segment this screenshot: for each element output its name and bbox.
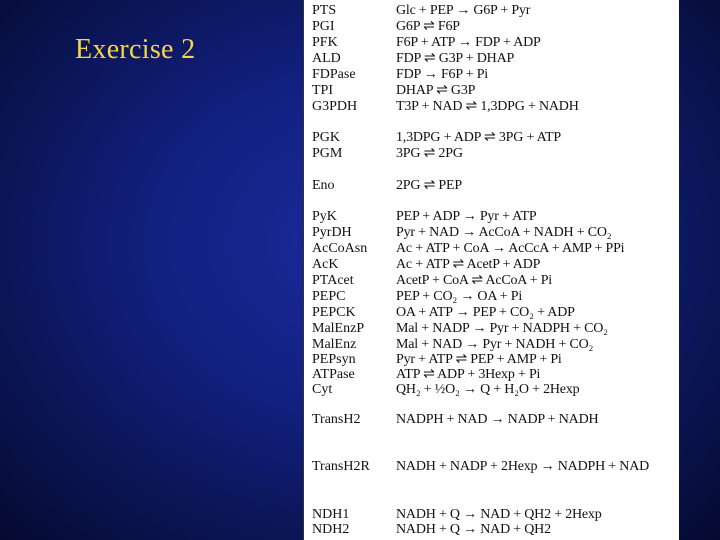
reaction-name: G3PDH — [312, 99, 358, 114]
reaction-equation: ATP ⇌ ADP + 3Hexp + Pi — [396, 367, 541, 382]
reaction-name: AcCoAsn — [312, 241, 368, 256]
reaction-name: PGK — [312, 130, 341, 145]
reaction-equation: FDP ⇌ G3P + DHAP — [396, 51, 515, 66]
reaction-equation: QH₂ + ½O₂ → Q + H₂O + 2Hexp — [396, 382, 580, 397]
reaction-name: PGI — [312, 19, 335, 34]
reaction-equation: PEP + CO₂ → OA + Pi — [396, 289, 523, 304]
reaction-name: PyrDH — [312, 225, 352, 240]
reaction-name: PEPsyn — [312, 352, 356, 367]
reaction-equation: NADPH + NAD → NADP + NADH — [396, 412, 599, 427]
reaction-name: PEPC — [312, 289, 346, 304]
reaction-equation: Pyr + ATP ⇌ PEP + AMP + Pi — [396, 352, 562, 367]
reaction-table — [303, 0, 679, 540]
reaction-name: PFK — [312, 35, 338, 50]
reaction-name: ALD — [312, 51, 341, 66]
reaction-name: ATPase — [312, 367, 355, 382]
reaction-name: PyK — [312, 209, 337, 224]
reaction-equation: NADH + NADP + 2Hexp → NADPH + NAD — [396, 459, 650, 474]
reaction-name: TPI — [312, 83, 333, 98]
reaction-equation: F6P + ATP → FDP + ADP — [396, 35, 541, 50]
reaction-equation: Glc + PEP → G6P + Pyr — [396, 3, 531, 18]
reaction-equation: Ac + ATP + CoA → AcCcA + AMP + PPi — [396, 241, 625, 256]
reaction-equation: Mal + NAD → Pyr + NADH + CO₂ — [396, 337, 594, 352]
reaction-name: Eno — [312, 178, 335, 193]
reaction-name: PTAcet — [312, 273, 354, 288]
reaction-equation: 2PG ⇌ PEP — [396, 178, 462, 193]
reaction-equation: PEP + ADP → Pyr + ATP — [396, 209, 537, 224]
reaction-equation: OA + ATP → PEP + CO₂ + ADP — [396, 305, 575, 320]
reaction-equation: NADH + Q → NAD + QH2 — [396, 522, 551, 537]
reaction-name: NDH1 — [312, 507, 350, 522]
reaction-equation: AcetP + CoA ⇌ AcCoA + Pi — [396, 273, 552, 288]
reaction-equation: DHAP ⇌ G3P — [396, 83, 476, 98]
reaction-name: FDPase — [312, 67, 356, 82]
reaction-name: MalEnzP — [312, 321, 365, 336]
reaction-name: Cyt — [312, 382, 333, 397]
reaction-equation: 1,3DPG + ADP ⇌ 3PG + ATP — [396, 130, 561, 145]
reaction-name: MalEnz — [312, 337, 357, 352]
reaction-name: PGM — [312, 146, 343, 161]
slide-title: Exercise 2 — [75, 34, 196, 65]
reaction-equation: NADH + Q → NAD + QH2 + 2Hexp — [396, 507, 602, 522]
reaction-equation: G6P ⇌ F6P — [396, 19, 460, 34]
reaction-name: PTS — [312, 3, 337, 18]
reaction-equation: 3PG ⇌ 2PG — [396, 146, 463, 161]
reaction-name: TransH2R — [312, 459, 370, 474]
reaction-name: PEPCK — [312, 305, 356, 320]
reaction-equation: T3P + NAD ⇌ 1,3DPG + NADH — [396, 99, 579, 114]
reaction-equation: Mal + NADP → Pyr + NADPH + CO₂ — [396, 321, 608, 336]
reaction-name: NDH2 — [312, 522, 350, 537]
reaction-equation: Pyr + NAD → AcCoA + NADH + CO₂ — [396, 225, 612, 240]
reaction-name: TransH2 — [312, 412, 361, 427]
reaction-equation: FDP → F6P + Pi — [396, 67, 488, 82]
reaction-name: AcK — [312, 257, 339, 272]
reaction-equation: Ac + ATP ⇌ AcetP + ADP — [396, 257, 541, 272]
